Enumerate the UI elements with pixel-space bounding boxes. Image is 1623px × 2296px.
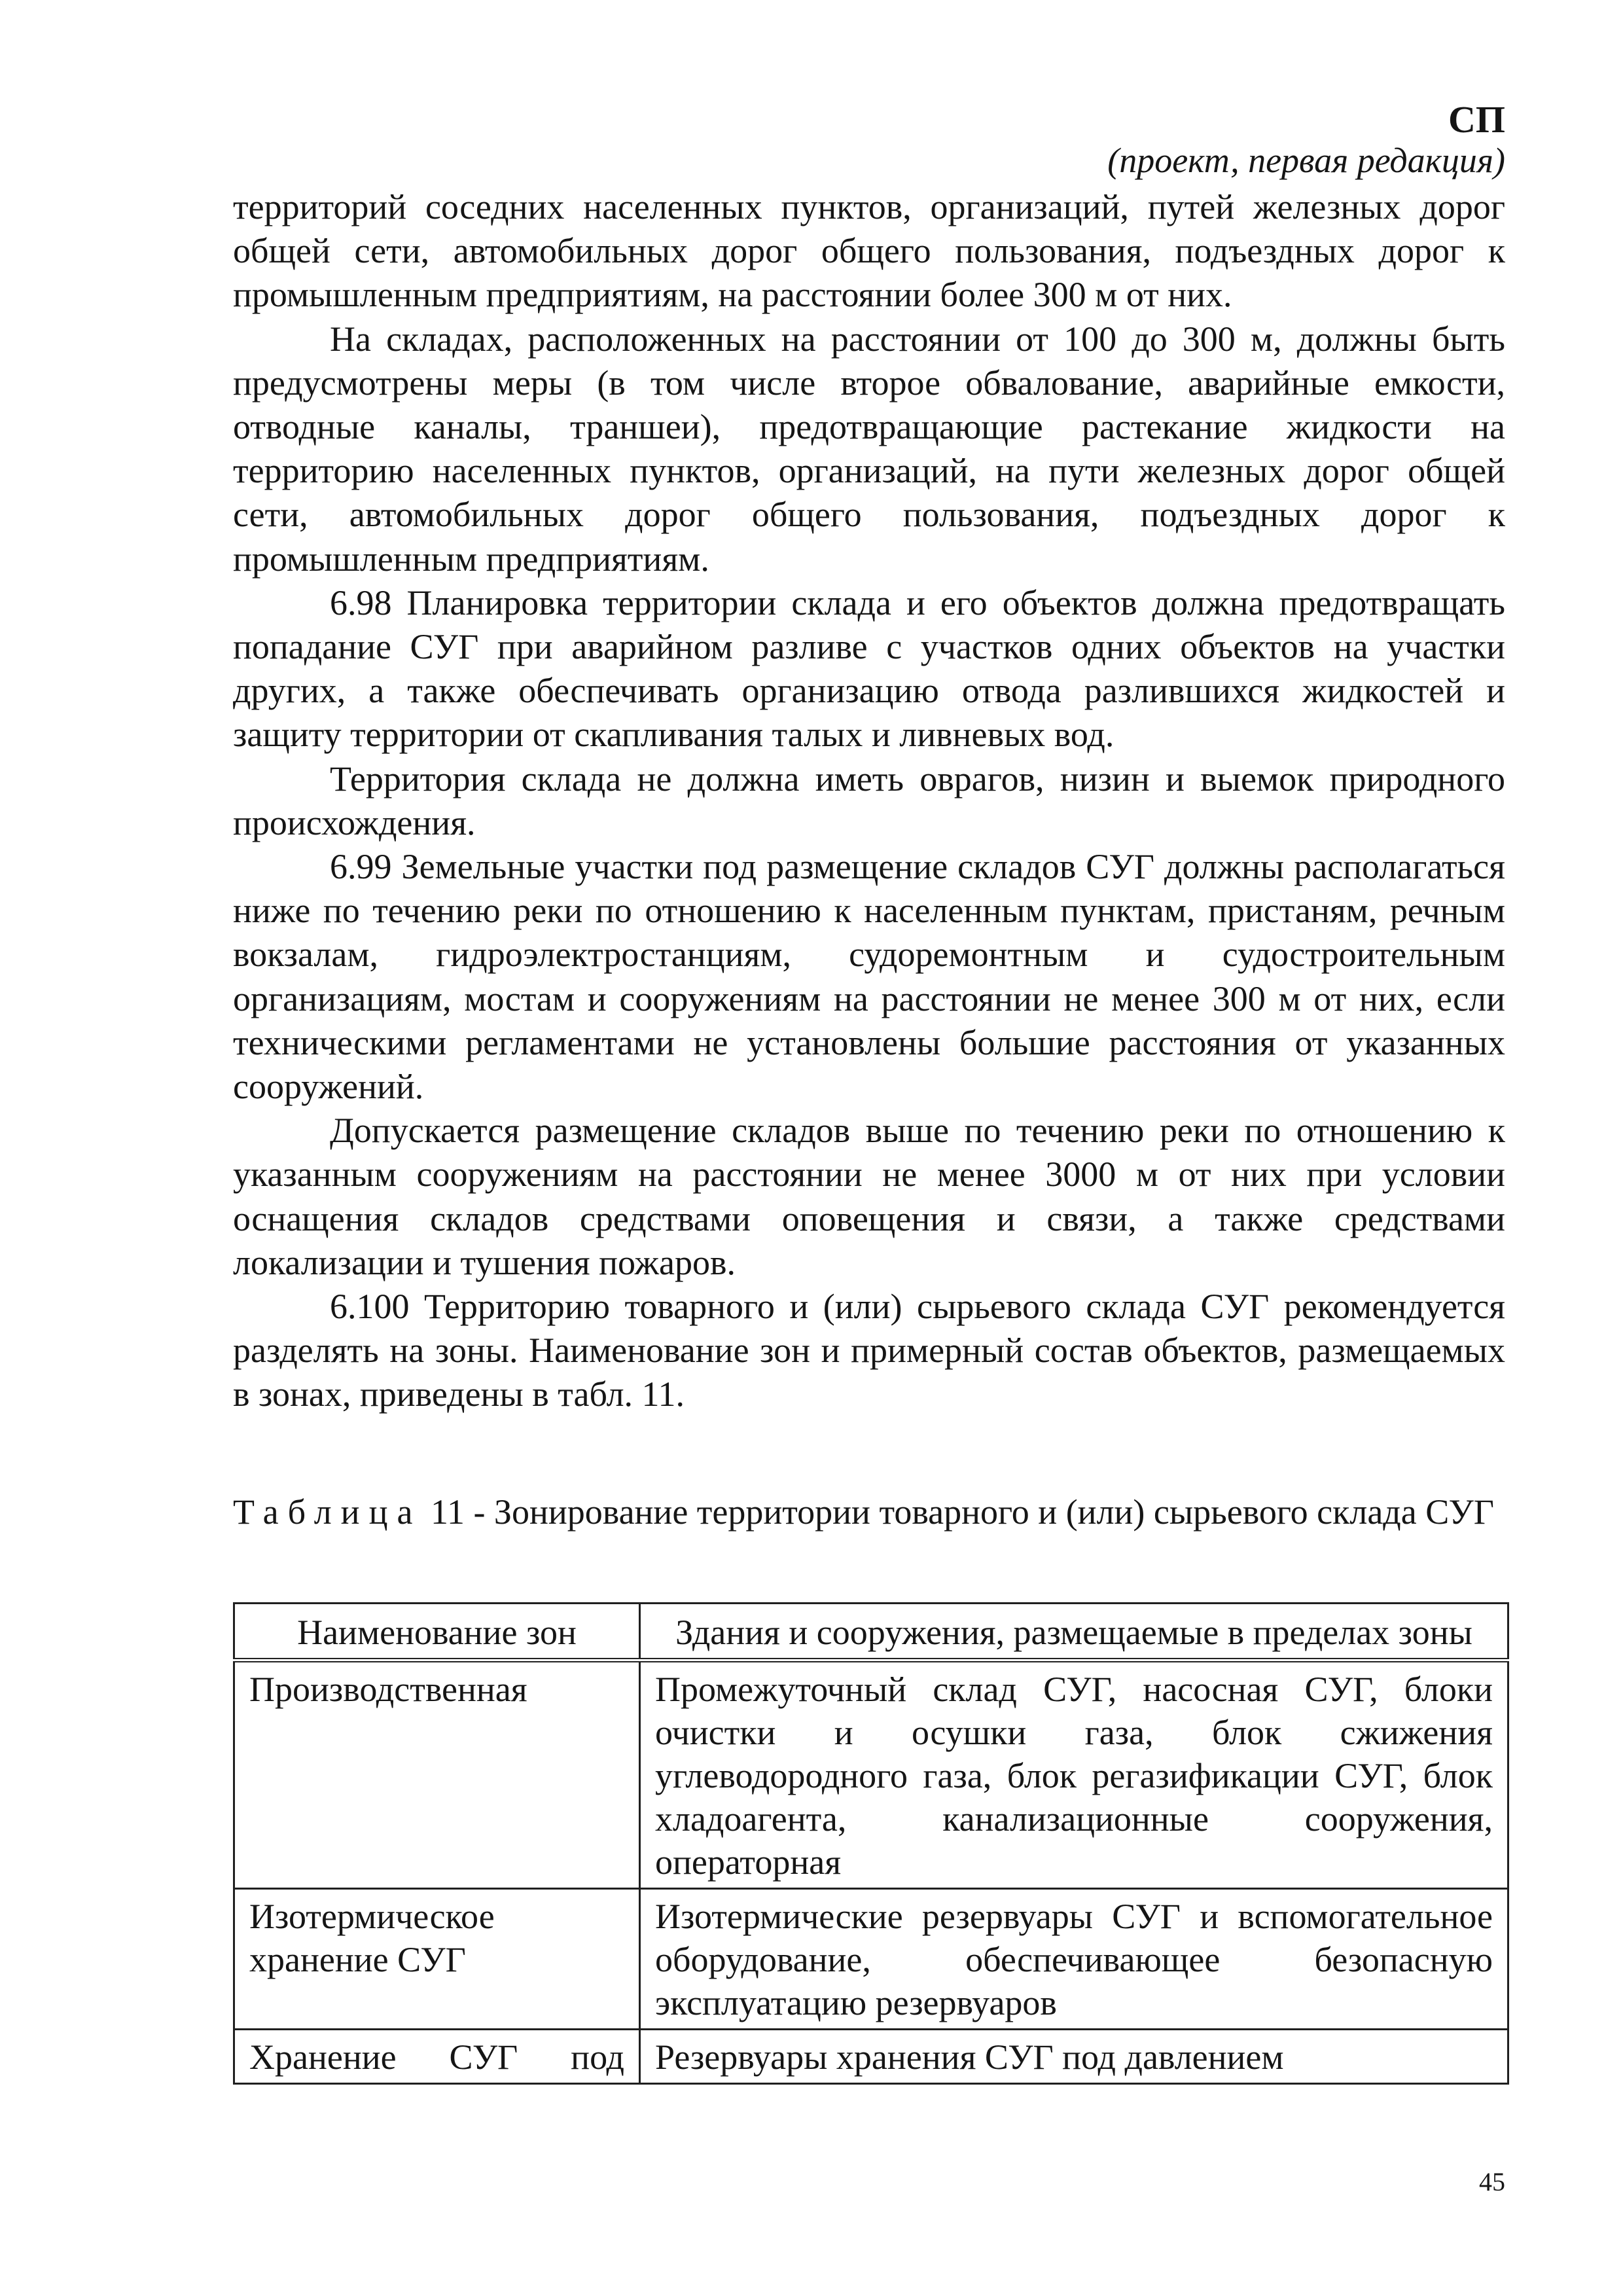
table-row xyxy=(234,1660,1508,1889)
paragraph: Территория склада не должна иметь оврагов, низин и выемок природного происхождения. xyxy=(233,759,1505,842)
body-text xyxy=(233,185,1505,1417)
table-row xyxy=(234,1889,1508,2030)
paragraph-clause-6-98: 6.98 Планировка территории склада и его объектов должна предотвращать попадание СУГ при аварийном разливе с участков одних объектов на участки других, а также обеспечивать организацию отвода разлившихся жидкостей и защиту территории от скапливания талых и ливневых вод. xyxy=(233,583,1505,755)
table-caption-label: Таблица xyxy=(233,1492,422,1532)
paragraph: На складах, расположенных на расстоянии от 100 до 300 м, должны быть предусмотрены меры (в том числе второе обвалование, аварийные емкости, отводные каналы, траншеи), предотвращающие растекание жидкости на территорию населенных пунктов, организаций, на пути железных дорог общей сети, автомобильных дорог общего пользования, подъездных дорог к промышленным предприятиям. xyxy=(233,319,1505,579)
zoning-table xyxy=(233,1602,1509,2085)
table-header-row xyxy=(234,1604,1508,1660)
zone-objects-cell: Промежуточный склад СУГ, насосная СУГ, блоки очистки и осушки газа, блок сжижения углеводородного газа, блок регазификации СУГ, блок хладоагента, канализационные сооружения, операторная xyxy=(640,1660,1508,1889)
zone-objects-cell: Резервуары хранения СУГ под давлением xyxy=(640,2030,1508,2084)
zone-name-cell: Изотермическое хранение СУГ xyxy=(234,1889,640,2030)
page-number: 45 xyxy=(1479,2167,1505,2197)
table-row xyxy=(234,2030,1508,2084)
zone-name-cell: Производственная xyxy=(234,1660,640,1889)
paragraph-clause-6-100: 6.100 Территорию товарного и (или) сырьевого склада СУГ рекомендуется разделять на зоны. Наименование зон и примерный состав объектов, размещаемых в зонах, приведены в табл. 11. xyxy=(233,1287,1505,1414)
table-caption xyxy=(233,1491,1505,1534)
paragraph: Допускается размещение складов выше по течению реки по отношению к указанным сооружениям на расстоянии не менее 3000 м от них при условии оснащения складов средствами оповещения и связи, а также средствами локализации и тушения пожаров. xyxy=(233,1111,1505,1282)
document-code: СП xyxy=(1448,98,1505,141)
paragraph: территорий соседних населенных пунктов, организаций, путей железных дорог общей сети, автомобильных дорог общего пользования, подъездных дорог к промышленным предприятиям, на расстоянии более 300 м от них. xyxy=(233,187,1505,315)
column-header-zone: Наименование зон xyxy=(234,1604,640,1660)
column-header-objects: Здания и сооружения, размещаемые в пределах зоны xyxy=(640,1604,1508,1660)
zone-objects-cell: Изотермические резервуары СУГ и вспомогательное оборудование, обеспечивающее безопасную эксплуатацию резервуаров xyxy=(640,1889,1508,2030)
zone-name-cell: Хранение СУГ под xyxy=(234,2030,640,2084)
document-edition-note: (проект, первая редакция) xyxy=(1107,141,1505,180)
paragraph-clause-6-99: 6.99 Земельные участки под размещение складов СУГ должны располагаться ниже по течению реки по отношению к населенным пунктам, пристаням, речным вокзалам, гидроэлектростанциям, судоремонтным и судостроительным организациям, мостам и сооружениям на расстоянии не менее 300 м от них, если техническими регламентами не установлены большие расстояния от указанных сооружений. xyxy=(233,847,1505,1107)
table-caption-text: 11 - Зонирование территории товарного и (или) сырьевого склада СУГ xyxy=(421,1492,1494,1532)
